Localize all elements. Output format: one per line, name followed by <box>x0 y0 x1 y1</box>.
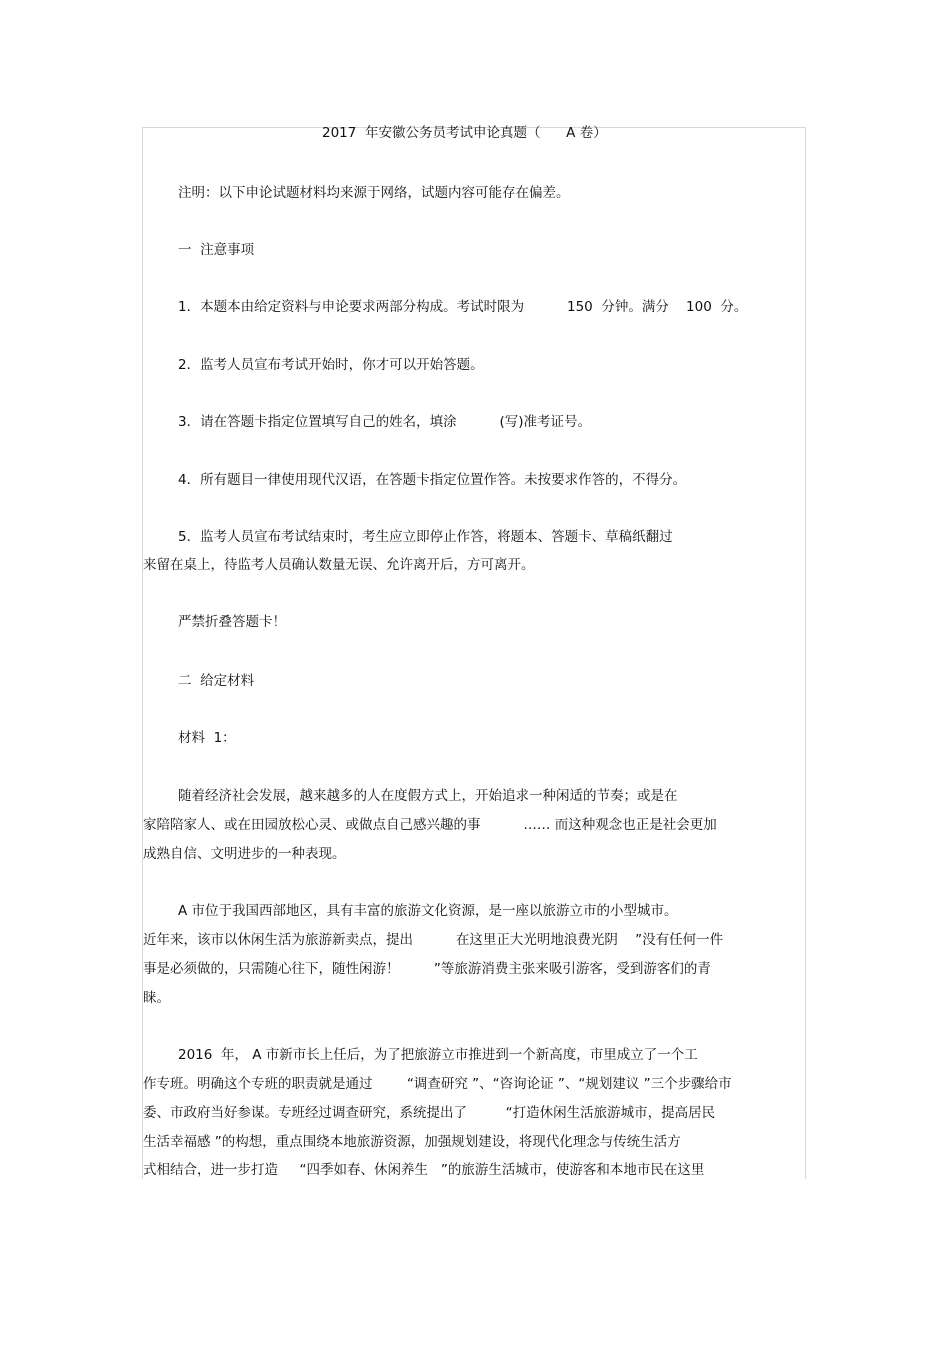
paragraph-line: 作专班。明确这个专班的职责就是通过 “调查研究 ”、“咨询论证 ”、“规划建议 ”三个步骤给市 <box>143 1076 732 1092</box>
rule-2: 2．监考人员宣布考试开始时，你才可以开始答题。 <box>178 357 484 373</box>
section-heading-instructions: 一 注意事项 <box>178 242 255 258</box>
document-title: 2017 年安徽公务员考试申论真题（ A 卷） <box>322 125 607 141</box>
disclaimer-note: 注明：以下申论试题材料均来源于网络，试题内容可能存在偏差。 <box>178 185 570 201</box>
warning-text: 严禁折叠答题卡！ <box>178 614 286 630</box>
paragraph-line: A 市位于我国西部地区，具有丰富的旅游文化资源，是一座以旅游立市的小型城市。 <box>178 903 678 919</box>
paragraph-line: 睐。 <box>143 990 170 1006</box>
paragraph-line: 近年来，该市以休闲生活为旅游新卖点，提出 在这里正大光明地浪费光阴 ”没有任何一件 <box>143 932 724 948</box>
paragraph-line: 委、市政府当好参谋。专班经过调查研究，系统提出了 “打造休闲生活旅游城市，提高居民 <box>143 1105 716 1121</box>
rule-5-continuation: 来留在桌上，待监考人员确认数量无误、允许离开后，方可离开。 <box>143 557 535 573</box>
paragraph-line: 生活幸福感 ”的构想，重点围绕本地旅游资源，加强规划建设，将现代化理念与传统生活方 <box>143 1134 681 1150</box>
paragraph-line: 式相结合，进一步打造 “四季如春、休闲养生 ”的旅游生活城市，使游客和本地市民在这里 <box>143 1162 705 1178</box>
section-heading-materials: 二 给定材料 <box>178 673 255 689</box>
paragraph-line: 随着经济社会发展，越来越多的人在度假方式上，开始追求一种闲适的节奏；或是在 <box>178 788 678 804</box>
paragraph-line: 家陪陪家人、或在田园放松心灵、或做点自己感兴趣的事 …… 而这种观念也正是社会更加 <box>143 817 717 833</box>
rule-4: 4．所有题目一律使用现代汉语，在答题卡指定位置作答。未按要求作答的，不得分。 <box>178 472 687 488</box>
material-label: 材料 1： <box>178 730 236 746</box>
paragraph-line: 事是必须做的，只需随心往下，随性闲游！ ”等旅游消费主张来吸引游客，受到游客们的青 <box>143 961 711 977</box>
paragraph-line: 成熟自信、文明进步的一种表现。 <box>143 846 346 862</box>
page-frame <box>142 127 806 1179</box>
rule-5: 5．监考人员宣布考试结束时，考生应立即停止作答，将题本、答题卡、草稿纸翻过 <box>178 529 673 545</box>
rule-3: 3．请在答题卡指定位置填写自己的姓名，填涂 (写)准考证号。 <box>178 414 592 430</box>
paragraph-line: 2016 年， A 市新市长上任后，为了把旅游立市推进到一个新高度，市里成立了一个工 <box>178 1047 698 1063</box>
rule-1: 1．本题本由给定资料与申论要求两部分构成。考试时限为 150 分钟。满分 100 分。 <box>178 299 748 315</box>
